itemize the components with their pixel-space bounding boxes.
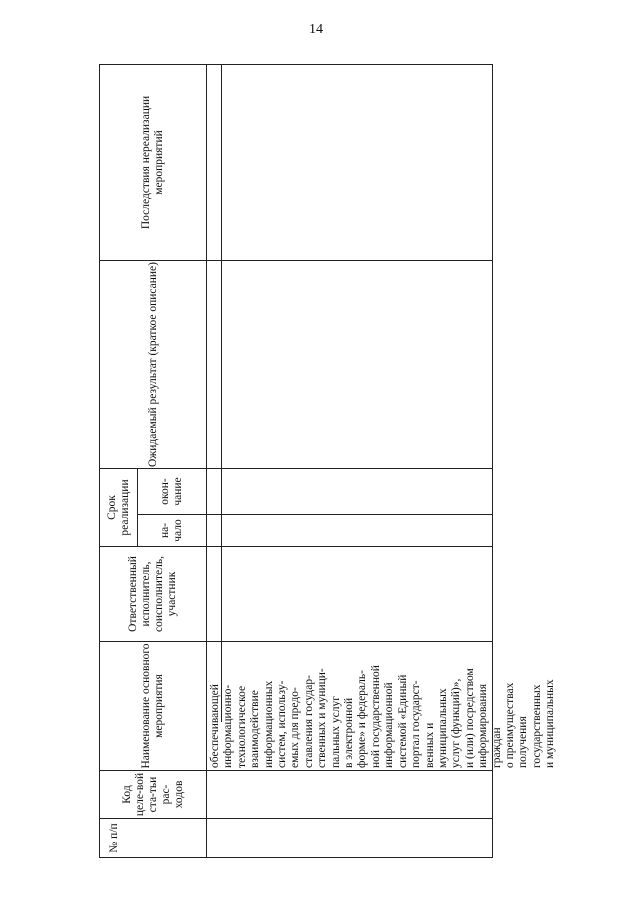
body-name-line: услуг (функций)»,: [450, 678, 463, 768]
body-name-line: информационных: [262, 680, 275, 768]
header-term: Срок реализации: [105, 479, 131, 536]
header-num: № п/п: [107, 823, 120, 853]
body-name-line: емых для предо-: [289, 687, 302, 768]
body-name-cell: [207, 642, 557, 770]
rotated-table: [99, 64, 557, 858]
page-number: 14: [309, 22, 323, 37]
header-term-start: на-чало: [159, 519, 184, 542]
body-name-line: государственных: [530, 684, 543, 768]
body-name-line: в электронной: [343, 697, 356, 768]
body-name-line: системой «Единый: [396, 674, 409, 768]
header-consequences: Последствия нереализации мероприятий: [140, 95, 165, 230]
body-name-line: форме» и федераль-: [356, 670, 369, 768]
body-name-line: и муниципальных: [544, 679, 557, 768]
body-name-line: венных и: [423, 722, 436, 768]
body-name-line: ставления государ-: [302, 675, 315, 768]
body-name-line: обеспечивающей: [209, 684, 221, 768]
body-name-line: информационной: [383, 682, 396, 768]
header-term-end: окон-чание: [159, 477, 184, 506]
header-name: Наименование основного мероприятия: [140, 643, 165, 769]
body-name-line: информирования: [477, 684, 490, 768]
body-name-line: информационно-: [222, 684, 235, 768]
header-responsible: Ответственный исполнитель, соисполнитель, участник: [127, 556, 178, 632]
body-name-line: ной государственной: [369, 665, 382, 768]
body-name-line: получения: [517, 716, 530, 768]
body-name-line: портал государст-: [410, 680, 423, 768]
body-name-line: технологическое: [235, 685, 248, 768]
body-name-line: и (или) посредством: [463, 668, 476, 768]
body-name-text: [207, 663, 560, 770]
body-name-line: ственных и муници-: [316, 668, 329, 768]
header-code: Код целе-вой ста-тьи рас-ходов: [120, 772, 185, 817]
body-name-line: муниципальных: [436, 688, 449, 768]
body-name-line: взаимодействие: [249, 690, 262, 768]
body-name-line: граждан: [490, 727, 503, 768]
body-name-line: о преимуществах: [503, 682, 516, 768]
body-name-line: пальных услуг: [329, 696, 342, 768]
header-result: Ожидаемый результат (краткое описание): [146, 262, 159, 467]
body-name-line: систем, использу-: [276, 680, 289, 768]
